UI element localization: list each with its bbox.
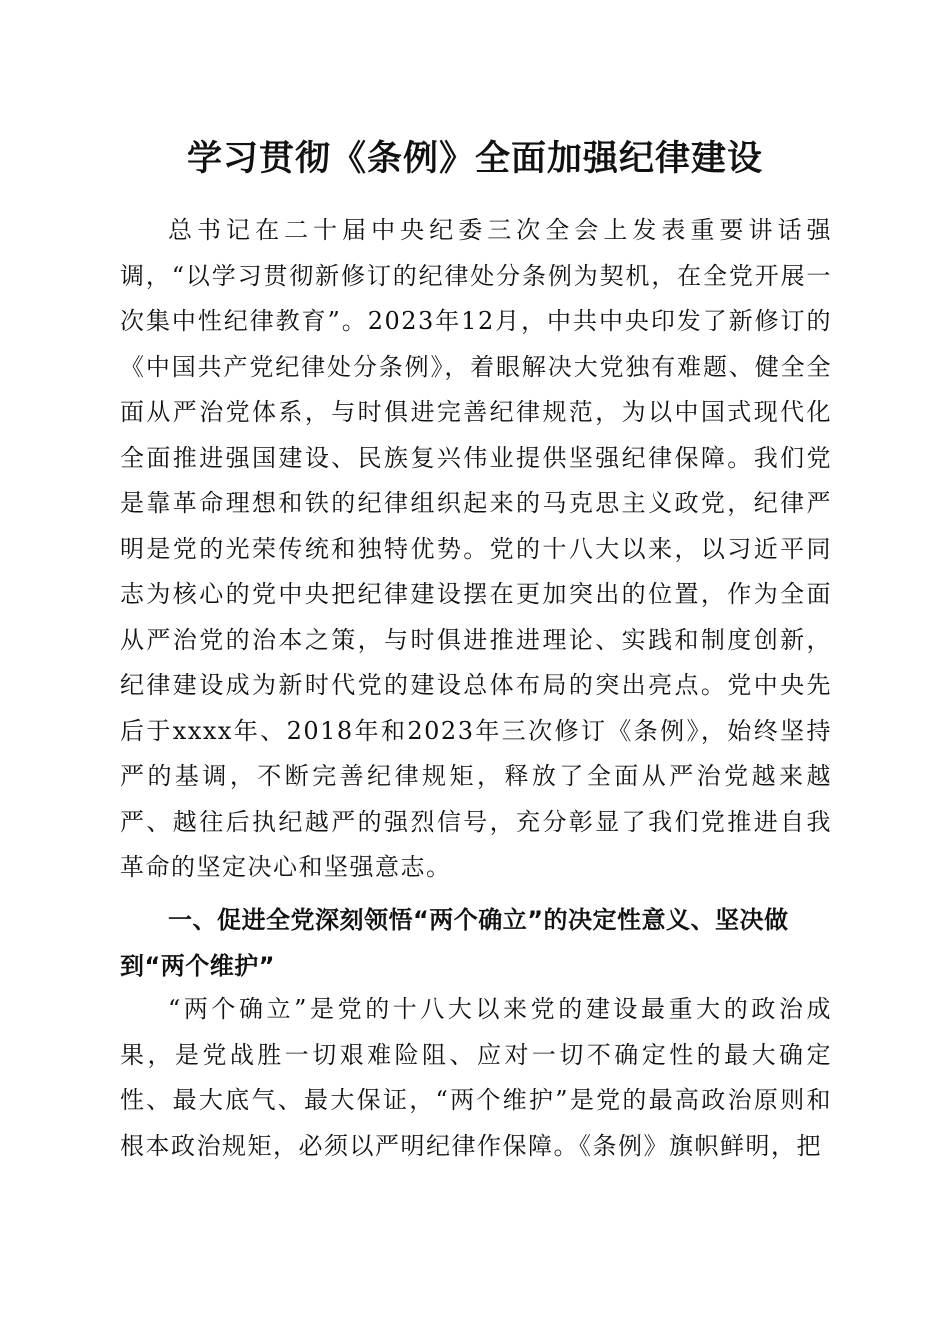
section-heading: 一、促进全党深刻领悟“两个确立”的决定性意义、坚决做到“两个维护” xyxy=(120,906,789,980)
document-title: 学习贯彻《条例》全面加强纪律建设 xyxy=(186,138,763,179)
section-paragraph: “两个确立”是党的十八大以来党的建设最重大的政治成果，是党战胜一切艰难险阻、应对一切不确定性的最大确定性、最大底气、最大保证，“两个维护”是党的最高政治原则和根本政治规矩，必须以严明纪律作保障。《条例》旗帜鲜明，把 xyxy=(120,995,832,1160)
intro-paragraph: 总书记在二十届中央纪委三次全会上发表重要讲话强调，“以学习贯彻新修订的纪律处分条例为契机，在全党开展一次集中性纪律教育”。2023年12月，中共中央印发了新修订的《中国共产党纪律处分条例》，着眼解决大党独有难题、健全全面从严治党体系，与时俱进完善纪律规范，为以中国式现代化全面推进强国建设、民族复兴伟业提供坚强纪律保障。我们党是靠革命理想和铁的纪律组织起来的马克思主义政党，纪律严明是党的光荣传统和独特优势。党的十八大以来，以习近平同志为核心的党中央把纪律建设摆在更加突出的位置，作为全面从严治党的治本之策，与时俱进推进理论、实践和制度创新，纪律建设成为新时代党的建设总体布局的突出亮点。党中央先后于xxxx年、2018年和2023年三次修订《条例》，始终坚持严的基调，不断完善纪律规矩，释放了全面从严治党越来越严、越往后执纪越严的强烈信号，充分彰显了我们党推进自我革命的坚定决心和坚强意志。 xyxy=(120,216,832,881)
